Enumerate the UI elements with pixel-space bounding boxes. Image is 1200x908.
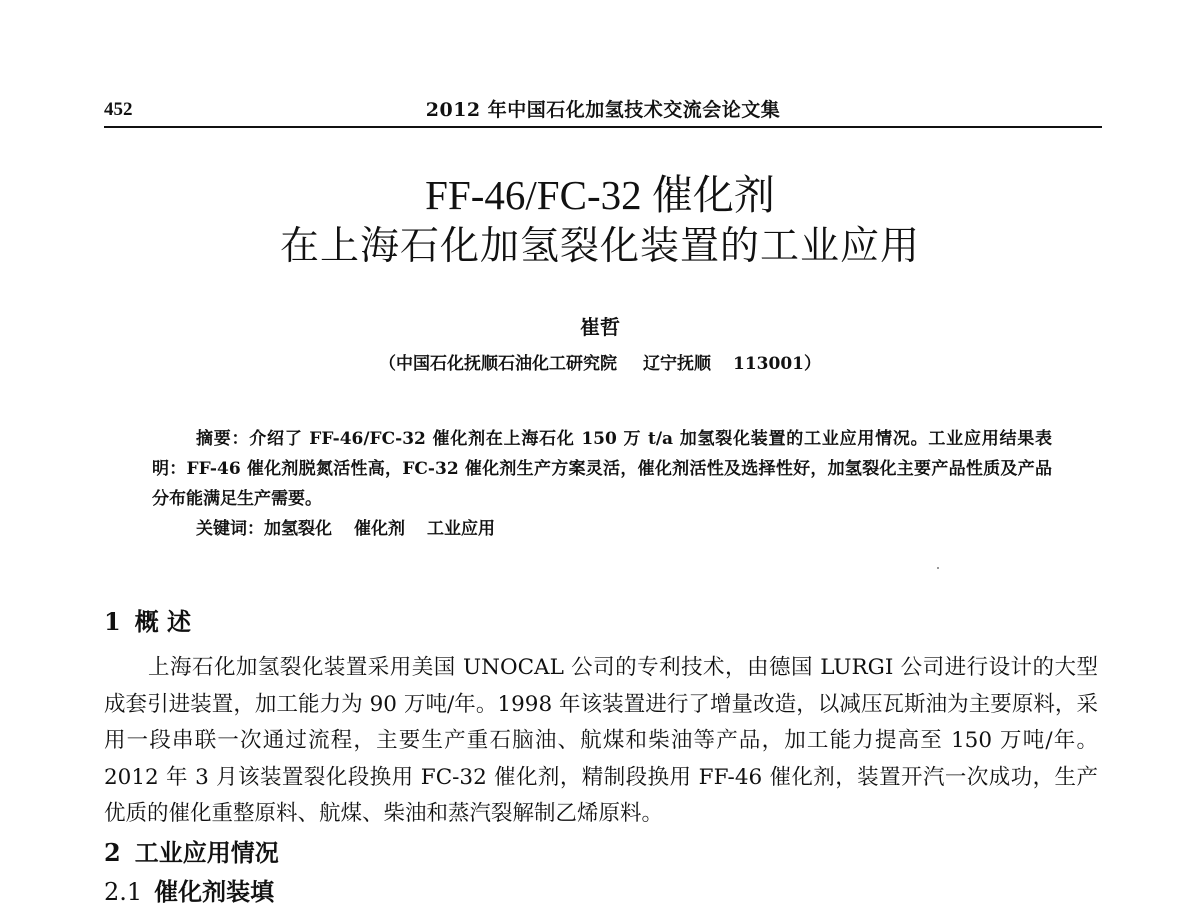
keyword-item: 工业应用 xyxy=(427,519,495,539)
scan-speck xyxy=(937,567,939,569)
running-header xyxy=(104,98,1102,128)
author-affiliation xyxy=(0,352,1200,376)
author-name: 崔哲 xyxy=(580,315,620,339)
keyword-item: 加氢裂化 xyxy=(264,519,332,539)
affiliation-place: 辽宁抚顺 xyxy=(643,354,711,374)
keyword-item: 催化剂 xyxy=(354,519,405,539)
keywords-label: 关键词： xyxy=(196,519,264,539)
abstract-block xyxy=(152,424,1052,544)
section-title: 概 述 xyxy=(134,607,192,636)
paper-title-line-2: 在上海石化加氢裂化装置的工业应用 xyxy=(279,224,920,269)
affiliation-close-paren: ） xyxy=(803,354,821,374)
section-number: 1 xyxy=(104,607,121,636)
section-heading-2 xyxy=(104,837,279,869)
section-1-body: 上海石化加氢裂化装置采用美国 UNOCAL 公司的专利技术，由德国 LURGI 公司进行设计的大型成套引进装置，加工能力为 90 万吨/年。1998 年该装置进行了增量改造，以减压瓦斯油为主要原料，采用一段串联一次通过流程，主要生产重石脑油、航煤和柴油等产品，加工能力提高至 150 万吨/年。2012 年 3 月该装置裂化段换用 FC-32 催化剂，精制段换用 FF-46 催化剂，装置开汽一次成功，生产优质的催化重整原料、航煤、柴油和蒸汽裂解制乙烯原料。 xyxy=(104,655,1098,826)
keywords-line xyxy=(152,514,1052,544)
journal-title: 2012 年中国石化加氢技术交流会论文集 xyxy=(425,99,781,121)
page-number: 452 xyxy=(104,99,133,120)
section-title: 工业应用情况 xyxy=(134,838,279,867)
section-title: 催化剂装填 xyxy=(154,877,275,906)
subsection-heading-2-1 xyxy=(104,876,274,908)
affiliation-open-paren: （ xyxy=(379,354,396,374)
section-number: 2.1 xyxy=(104,878,143,906)
affiliation-postcode: 113001 xyxy=(733,354,804,374)
affiliation-organization: 中国石化抚顺石油化工研究院 xyxy=(396,354,617,374)
paper-title-line-1: FF-46/FC-32 催化剂 xyxy=(425,172,775,218)
abstract-text: 摘要：介绍了 FF-46/FC-32 催化剂在上海石化 150 万 t/a 加氢裂化装置的工业应用情况。工业应用结果表明：FF-46 催化剂脱氮活性高，FC-32 催化剂生产方案灵活，催化剂活性及选择性好，加氢裂化主要产品性质及产品分布能满足生产需要。 xyxy=(152,429,1052,509)
section-heading-1 xyxy=(104,606,191,638)
section-number: 2 xyxy=(104,838,121,867)
